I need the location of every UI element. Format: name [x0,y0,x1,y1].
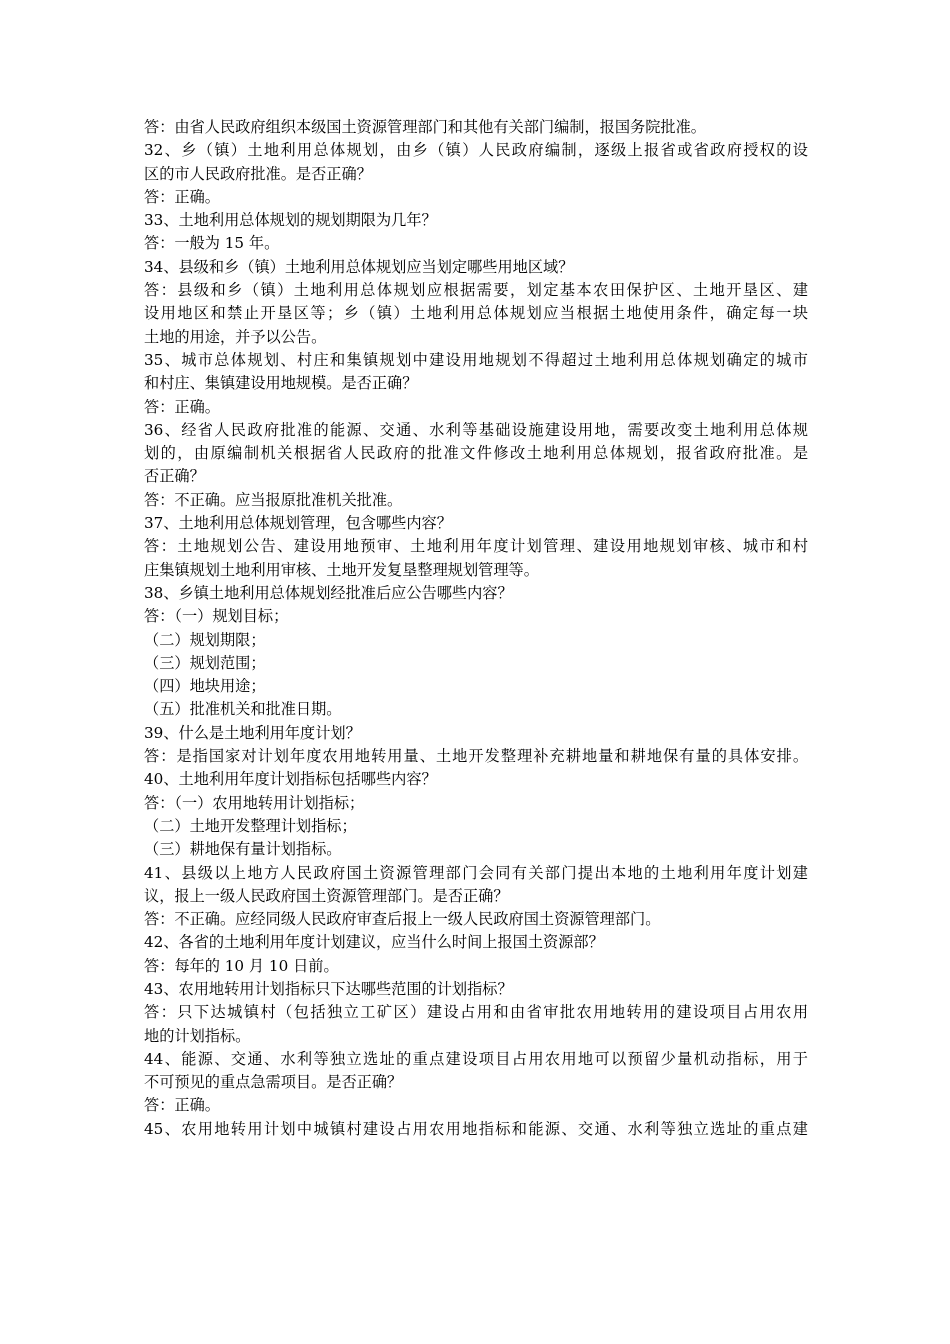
text-line: 33、土地利用总体规划的规划期限为几年？ [144,211,437,230]
text-line: 40、土地利用年度计划指标包括哪些内容？ [144,770,437,789]
text-line: 45、农用地转用计划中城镇村建设占用农用地指标和能源、交通、水利等独立选址的重点建 [144,1119,808,1138]
text-line: 答：一般为 15 年。 [144,234,280,253]
text-line: 答：正确。 [144,187,220,206]
text-line: 土地的用途，并予以公告。 [144,327,327,346]
text-line: （三）规划范围； [144,653,266,672]
text-line: （五）批准机关和批准日期。 [144,700,342,719]
text-line: 否正确？ [144,467,205,486]
text-line: 39、什么是土地利用年度计划？ [144,723,361,742]
text-line: 划的，由原编制机关根据省人民政府的批准文件修改土地利用总体规划，报省政府批准。是 [144,444,808,463]
text-line: 答：不正确。应当报原批准机关批准。 [144,490,403,509]
text-line: 44、能源、交通、水利等独立选址的重点建设项目占用农用地可以预留少量机动指标，用于 [144,1049,808,1068]
text-line: 地的计划指标。 [144,1026,251,1045]
text-line: 区的市人民政府批准。是否正确？ [144,164,372,183]
text-line: 不可预见的重点急需项目。是否正确？ [144,1073,403,1092]
text-line: 35、城市总体规划、村庄和集镇规划中建设用地规划不得超过土地利用总体规划确定的城市 [144,350,808,369]
text-line: 38、乡镇土地利用总体规划经批准后应公告哪些内容？ [144,583,513,602]
text-line: （三）耕地保有量计划指标。 [144,840,342,859]
text-line: 34、县级和乡（镇）土地利用总体规划应当划定哪些用地区域？ [144,257,574,276]
text-line: 42、各省的土地利用年度计划建议，应当什么时间上报国土资源部？ [144,933,604,952]
text-line: 答：（一）农用地转用计划指标； [144,793,365,812]
text-line: 答：县级和乡（镇）土地利用总体规划应根据需要，划定基本农田保护区、土地开垦区、建 [144,281,808,300]
text-line: 答：正确。 [144,397,220,416]
text-line: 41、县级以上地方人民政府国土资源管理部门会同有关部门提出本地的土地利用年度计划建 [144,863,808,882]
document-page [144,116,808,1141]
text-line: 答：土地规划公告、建设用地预审、土地利用年度计划管理、建设用地规划审核、城市和村 [144,537,808,556]
text-line: 议，报上一级人民政府国土资源管理部门。是否正确？ [144,886,509,905]
text-line: （二）规划期限； [144,630,266,649]
text-line: 庄集镇规划土地利用审核、土地开发复垦整理规划管理等。 [144,560,539,579]
text-line: （二）土地开发整理计划指标； [144,816,357,835]
text-line: 答：（一）规划目标； [144,607,289,626]
text-line: 32、乡（镇）土地利用总体规划，由乡（镇）人民政府编制，逐级上报省或省政府授权的设 [144,141,808,160]
text-line: 答：只下达城镇村（包括独立工矿区）建设占用和由省审批农用地转用的建设项目占用农用 [144,1003,808,1022]
text-line: 答：是指国家对计划年度农用地转用量、土地开发整理补充耕地量和耕地保有量的具体安排。 [144,747,808,766]
text-line: 36、经省人民政府批准的能源、交通、水利等基础设施建设用地，需要改变土地利用总体规 [144,420,808,439]
text-line: 答：由省人民政府组织本级国土资源管理部门和其他有关部门编制，报国务院批准。 [144,118,706,136]
text-line: （四）地块用途； [144,677,266,696]
text-line: 43、农用地转用计划指标只下达哪些范围的计划指标？ [144,979,513,998]
text-line: 37、土地利用总体规划管理，包含哪些内容？ [144,514,452,533]
text-line: 设用地区和禁止开垦区等；乡（镇）土地利用总体规划应当根据土地使用条件，确定每一块 [144,304,808,323]
text-line: 答：不正确。应经同级人民政府审查后报上一级人民政府国土资源管理部门。 [144,910,661,929]
text-line: 和村庄、集镇建设用地规模。是否正确？ [144,374,418,393]
text-line: 答：每年的 10 月 10 日前。 [144,956,339,975]
text-line: 答：正确。 [144,1096,220,1115]
